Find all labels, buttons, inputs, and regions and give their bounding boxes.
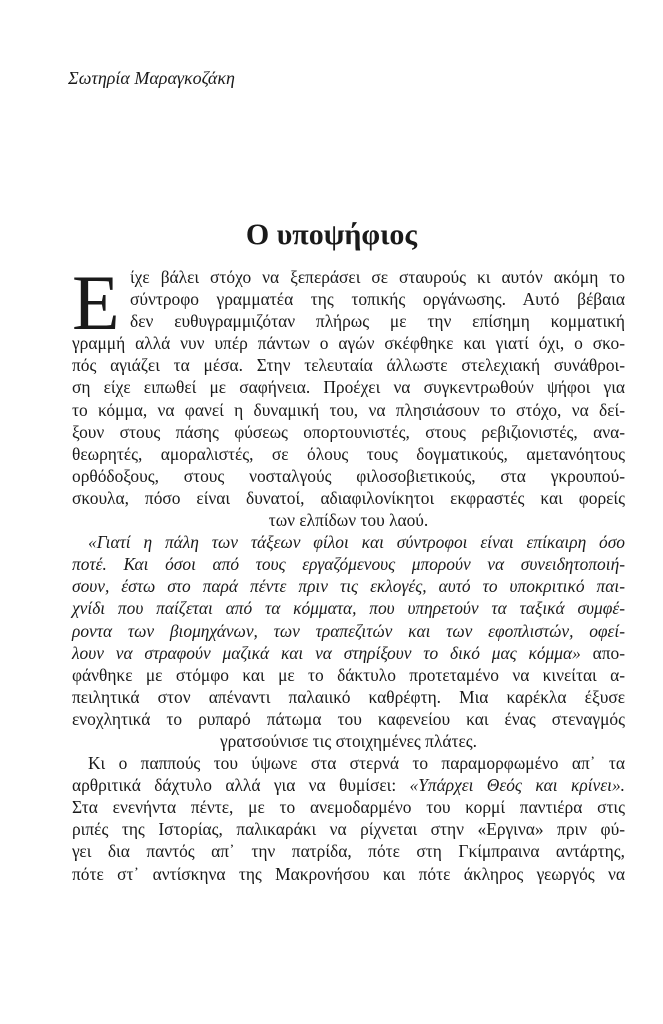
text-line: πός αγιάζει τα μέσα. Στην τελευταία άλλωστε στελεχιακή συνάθροι-	[72, 355, 625, 376]
author-name: Σωτηρία Μαραγκοζάκη	[68, 68, 235, 88]
text-fragment: αρθριτικά δάχτυλο αλλά για να θυμίσει:	[72, 775, 410, 796]
text-line: σουν, έστω στο παρά πέντε πριν τις εκλογές, αυτό το υποκριτικό παι-	[72, 576, 625, 597]
text-line: πειλητικά στον απέναντι παλαιικό καθρέφτη. Μια καρέκλα έξυσε	[72, 686, 625, 707]
text-line: το κόμμα, να φανεί η δυναμική του, να πλησιάσουν το στόχο, να δεί-	[72, 399, 625, 420]
text-line: ροντα των βιομηχάνων, των τραπεζιτών και των εφοπλιστών, οφεί-	[72, 620, 625, 641]
text-line: θεωρητές, αμοραλιστές, σε όλους τους δογματικούς, αμετανόητους	[72, 443, 625, 464]
story-title: Ο υποψήφιος	[245, 218, 418, 251]
text-line: σκουλα, πόσο είναι δυνατοί, αδιαφιλονίκητοι εκφραστές και φορείς	[72, 487, 625, 508]
text-line: Κι ο παππούς του ύψωνε στα στερνά το παραμορφωμένο απ᾽ τα	[88, 753, 625, 774]
text-line: δεν ευθυγραμμιζόταν πλήρως με την επίσημη κομματική	[130, 311, 625, 332]
text-line: ριπές της Ιστορίας, παλικαράκι να ρίχνεται στην «Εργινα» πριν φύ-	[72, 819, 625, 840]
quote-god: «Υπάρχει Θεός και κρίνει».	[409, 775, 625, 796]
text-line: γει δια παντός απ᾽ την πατρίδα, πότε στη Γκίμπραινα αντάρτης,	[72, 841, 625, 862]
text-line: σύντροφο γραμματέα της τοπικής οργάνωσης. Αυτό βέβαια	[130, 289, 625, 310]
text-line	[72, 642, 625, 664]
quote-end: λουν να στραφούν μαζικά και να στηρίξουν το δικό μας κόμμα»	[72, 642, 581, 663]
text-line: Στα ενενήντα πέντε, με το ανεμοδαρμένο του κορμί παντιέρα στις	[72, 797, 625, 818]
text-line: χνίδι που παίζεται από τα κόμματα, που υπηρετούν τα ταξικά συμφέ-	[72, 598, 625, 619]
text-line: φάνθηκε με στόμφο και με το δάκτυλο προτεταμένο να κινείται α-	[72, 664, 625, 685]
text-line: γρατσούνισε τις στοιχημένες πλάτες.	[219, 730, 478, 751]
text-line	[72, 774, 625, 796]
text-line: «Γιατί η πάλη των τάξεων φίλοι και σύντροφοι είναι επίκαιρη όσο	[88, 532, 625, 553]
text-line: ίχε βάλει στόχο να ξεπεράσει σε σταυρούς κι αυτόν ακόμη το	[130, 267, 625, 287]
quote-verb: απο-	[580, 642, 625, 663]
text-line: πότε στ᾽ αντίσκηνα της Μακρονήσου και πότε άκληρος γεωργός να	[72, 863, 625, 884]
text-line: γραμμή αλλά νυν υπέρ πάντων ο αγών σκέφθηκε και γιατί όχι, ο σκο-	[72, 333, 625, 354]
text-line: ξουν στους πάσης φύσεως οπορτουνιστές, στους ρεβιζιονιστές, ανα-	[72, 421, 625, 442]
text-line: των ελπίδων του λαού.	[268, 510, 429, 531]
drop-cap: Ε	[72, 259, 120, 346]
story-body	[72, 259, 625, 885]
text-line: ποτέ. Και όσοι από τους εργαζόμενους μπορούν να συνειδητοποιή-	[72, 554, 625, 575]
text-line: ση είχε ειπωθεί με σαφήνεια. Προέχει να συγκεντρωθούν ψήφοι για	[72, 377, 625, 398]
text-line: ορθόδοξους, στους νοσταλγούς φιλοσοβιετικούς, στα γκρουπού-	[72, 465, 625, 486]
text-line: ενοχλητικά το ρυπαρό πάτωμα του καφενείου και ένας στεναγμός	[72, 708, 625, 729]
